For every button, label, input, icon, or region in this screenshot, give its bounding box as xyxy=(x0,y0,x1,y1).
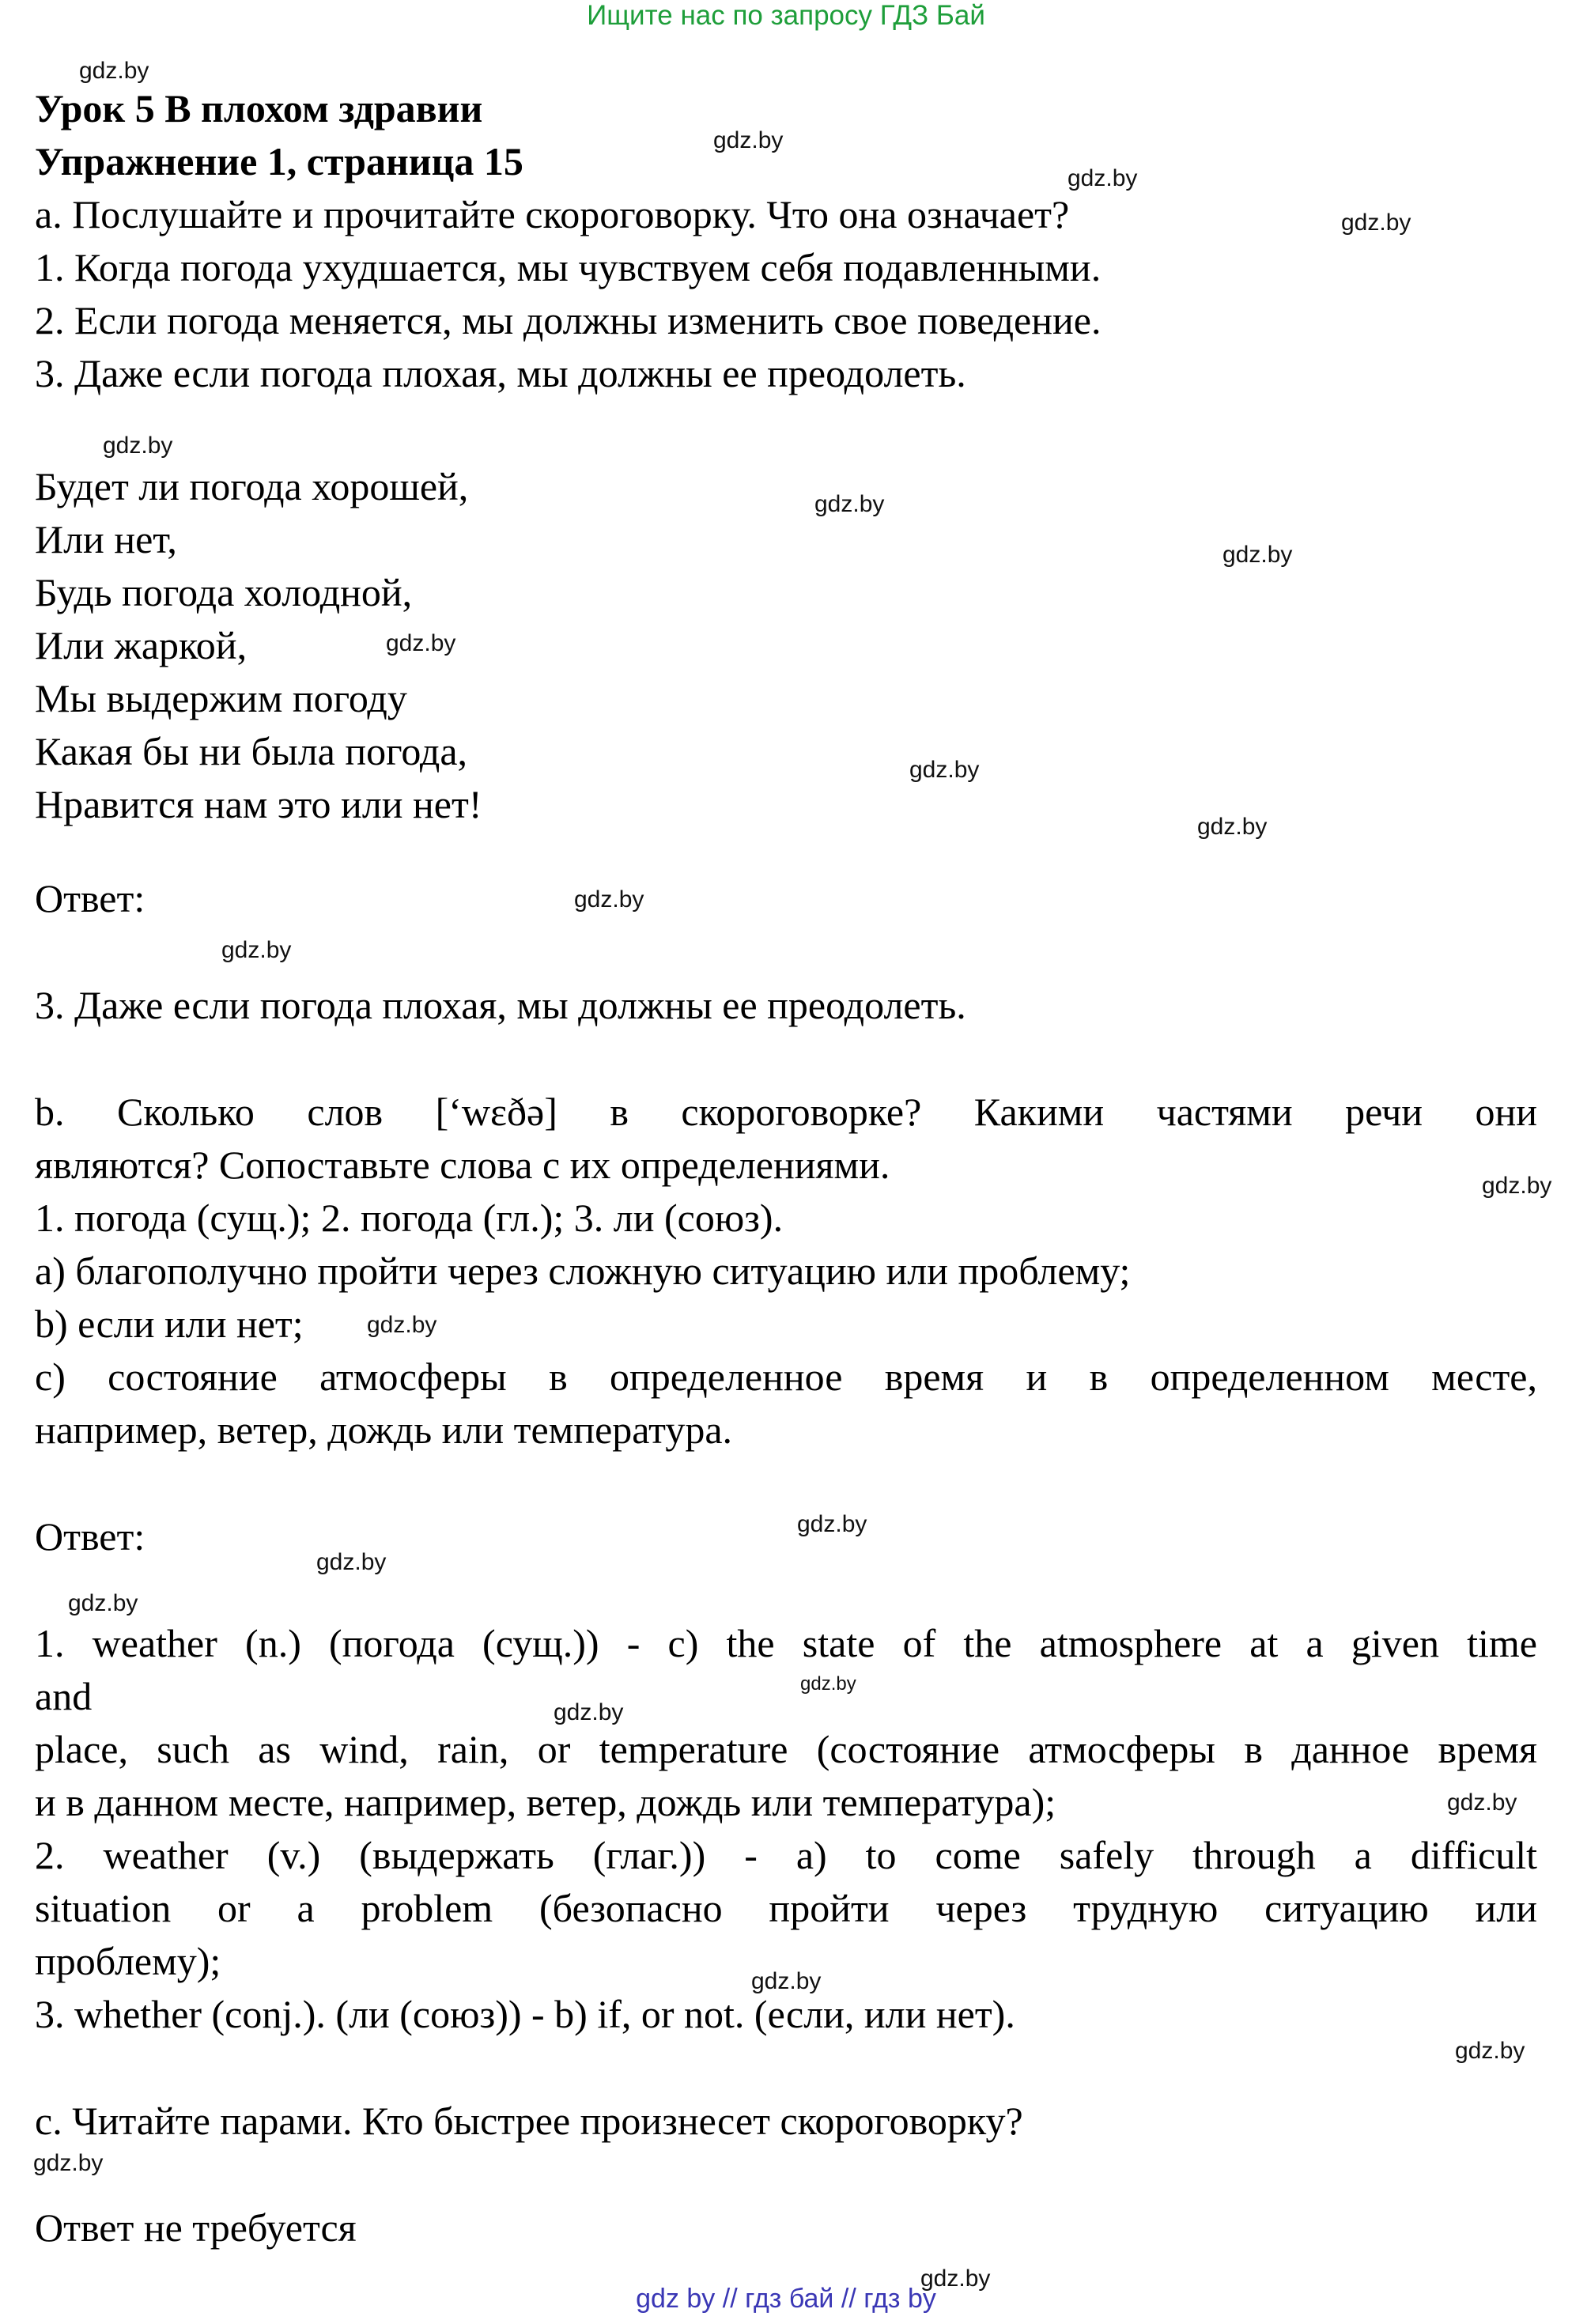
poem-line: Какая бы ни была погода, xyxy=(35,729,468,773)
footer-links: gdz by // гдз бай // гдз by xyxy=(636,2284,936,2314)
watermark: gdz.by xyxy=(800,1673,856,1695)
watermark: gdz.by xyxy=(1455,2038,1525,2064)
part-b-prompt: b. Сколько слов [‘wɛðə] в скороговорке? Какими частями речи они xyxy=(35,1090,1537,1134)
watermark: gdz.by xyxy=(1068,165,1138,191)
watermark: gdz.by xyxy=(1222,542,1293,568)
part-a-answer-label: Ответ: xyxy=(35,876,145,920)
watermark: gdz.by xyxy=(1197,814,1268,840)
part-a-option: 3. Даже если погода плохая, мы должны ее преодолеть. xyxy=(35,351,966,395)
part-b-answer-line: 2. weather (v.) (выдержать (глаг.)) - a) to come safely through a difficult xyxy=(35,1833,1537,1877)
watermark: gdz.by xyxy=(814,491,885,517)
part-b-prompt-cont: являются? Сопоставьте слова с их определениями. xyxy=(35,1143,890,1187)
part-c-answer: Ответ не требуется xyxy=(35,2205,357,2250)
watermark: gdz.by xyxy=(79,58,149,84)
part-b-answer-line: проблему); xyxy=(35,1939,221,1983)
watermark: gdz.by xyxy=(797,1511,867,1537)
poem-line: Нравится нам это или нет! xyxy=(35,782,482,826)
part-b-def-a: а) благополучно пройти через сложную ситуацию или проблему; xyxy=(35,1249,1131,1293)
part-b-answer-label: Ответ: xyxy=(35,1514,145,1559)
watermark: gdz.by xyxy=(751,1968,822,1994)
part-b-def-c: c) состояние атмосферы в определенное время и в определенном месте, xyxy=(35,1355,1537,1399)
part-b-answer-line: и в данном месте, например, ветер, дождь или температура); xyxy=(35,1780,1056,1824)
watermark: gdz.by xyxy=(554,1699,624,1725)
watermark: gdz.by xyxy=(1447,1789,1517,1816)
poem-line: Будет ли погода хорошей, xyxy=(35,464,469,508)
top-search-banner: Ищите нас по запросу ГДЗ Бай xyxy=(587,0,985,31)
watermark: gdz.by xyxy=(713,127,784,153)
watermark: gdz.by xyxy=(33,2150,104,2176)
watermark: gdz.by xyxy=(221,937,292,963)
part-a-option: 1. Когда погода ухудшается, мы чувствуем себя подавленными. xyxy=(35,245,1102,289)
part-b-answer-line: 1. weather (n.) (погода (сущ.)) - c) the state of the atmosphere at a given time xyxy=(35,1621,1537,1665)
part-b-answer-line: place, such as wind, rain, or temperature (состояние атмосферы в данное время xyxy=(35,1727,1537,1771)
poem-line: Или жаркой, xyxy=(35,623,248,667)
poem-line: Мы выдержим погоду xyxy=(35,676,407,720)
watermark: gdz.by xyxy=(1341,210,1411,236)
watermark: gdz.by xyxy=(367,1312,437,1338)
lesson-title: Урок 5 В плохом здравии xyxy=(35,86,483,130)
document-body xyxy=(35,82,1537,2254)
watermark: gdz.by xyxy=(316,1549,387,1575)
watermark: gdz.by xyxy=(103,433,173,459)
part-a-option: 2. Если погода меняется, мы должны изменить свое поведение. xyxy=(35,298,1102,342)
part-b-def-b: b) если или нет; xyxy=(35,1302,304,1346)
part-b-answer-line: situation or a problem (безопасно пройти через трудную ситуацию или xyxy=(35,1886,1537,1930)
watermark: gdz.by xyxy=(68,1590,138,1616)
watermark: gdz.by xyxy=(909,757,980,783)
part-a-prompt: а. Послушайте и прочитайте скороговорку. Что она означает? xyxy=(35,192,1070,236)
watermark: gdz.by xyxy=(386,630,456,656)
part-b-def-c-cont: например, ветер, дождь или температура. xyxy=(35,1408,733,1452)
watermark: gdz.by xyxy=(1482,1173,1552,1199)
watermark: gdz.by xyxy=(574,886,644,913)
part-a-answer: 3. Даже если погода плохая, мы должны ее преодолеть. xyxy=(35,983,966,1027)
part-b-answer-line: 3. whether (conj.). (ли (союз)) - b) if, or not. (если, или нет). xyxy=(35,1992,1015,2036)
part-c-prompt: с. Читайте парами. Кто быстрее произнесет скороговорку? xyxy=(35,2099,1023,2143)
exercise-title: Упражнение 1, страница 15 xyxy=(35,139,523,183)
watermark: gdz.by xyxy=(920,2265,991,2292)
poem-line: Или нет, xyxy=(35,517,177,561)
poem-line: Будь погода холодной, xyxy=(35,570,413,614)
part-b-answer-line: and xyxy=(35,1674,93,1718)
part-b-words: 1. погода (сущ.); 2. погода (гл.); 3. ли (союз). xyxy=(35,1196,784,1240)
